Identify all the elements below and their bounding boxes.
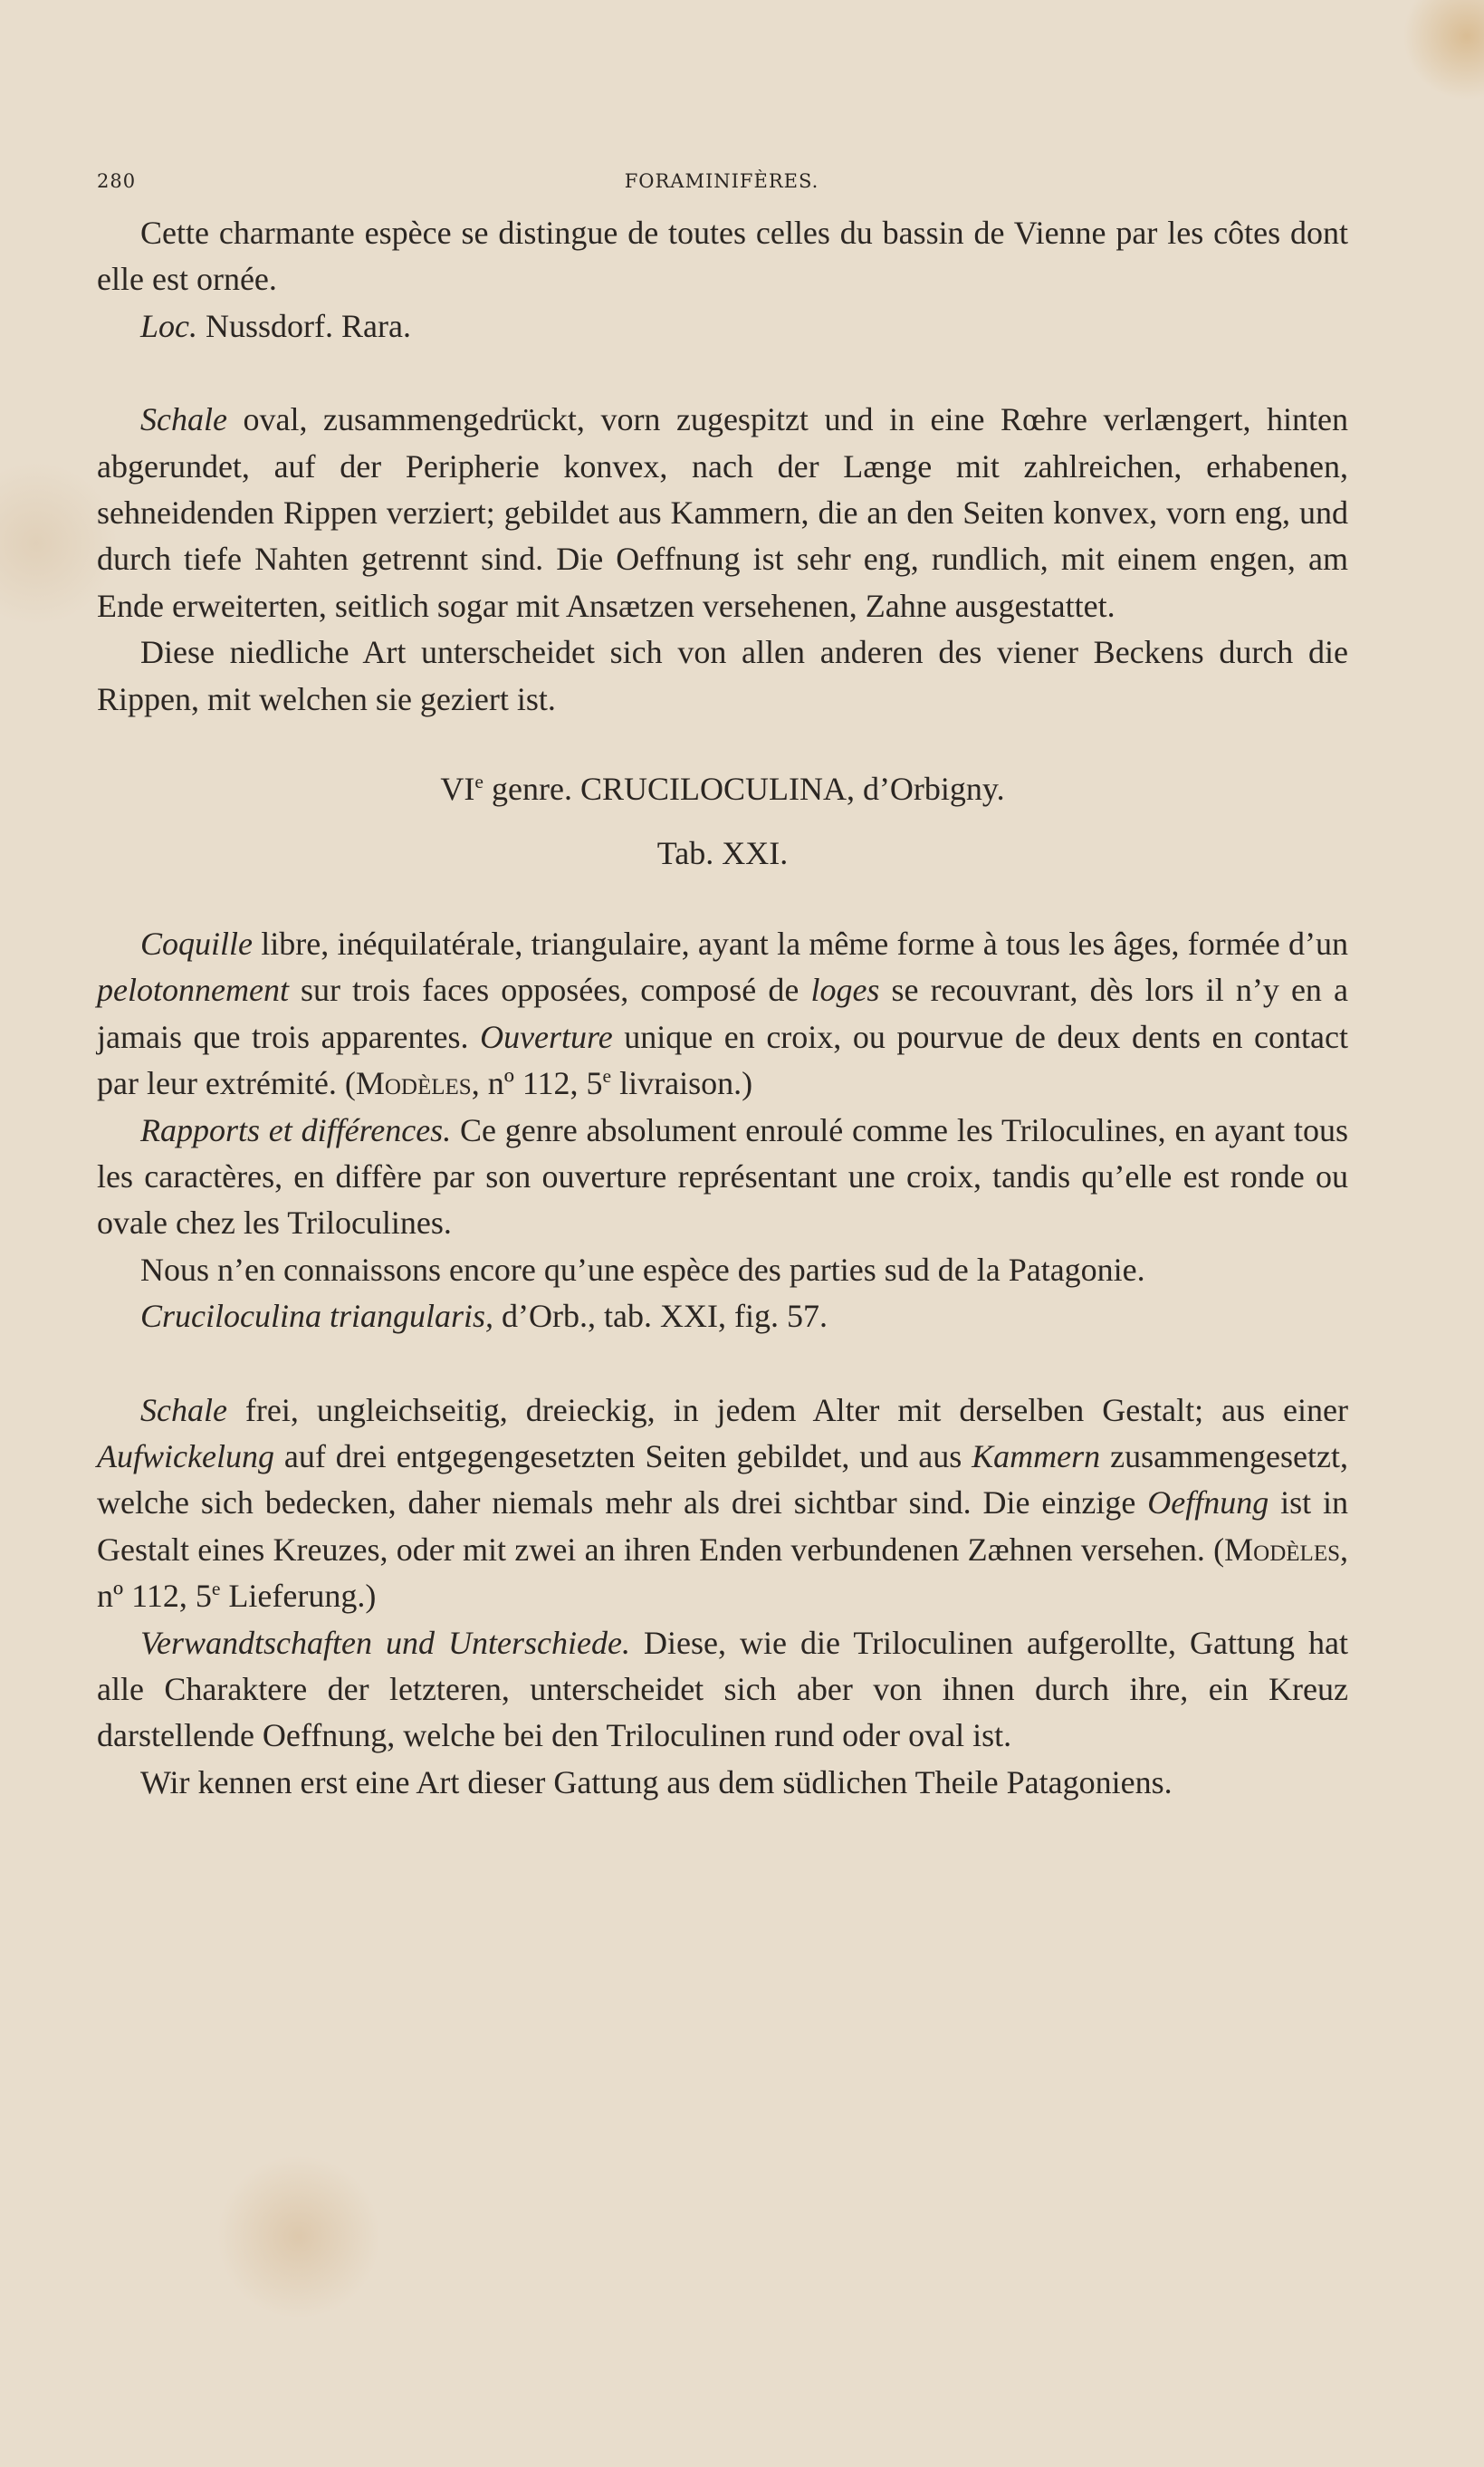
page-number: 280 bbox=[97, 170, 137, 192]
paragraph-german-genus-description: Schale frei, ungleichseitig, dreieckig, in jedem Alter mit derselben Gestalt; aus einer Aufwickelung auf drei entgegengesetzten Seiten gebildet, und aus Kammern zusammengesetzt, welche sich bedecken, daher niemals mehr als drei sichtbar sind. Die einzige Oeffnung ist in Gestalt eines Kreuzes, oder mit zwei an ihren Enden verbundenen Zæhnen versehen. (Modèles, nº 112, 5e Lieferung.) bbox=[97, 1391, 1349, 1615]
body-text bbox=[97, 210, 1348, 1806]
running-title: FORAMINIFÈRES. bbox=[624, 170, 819, 192]
paragraph-french-description: Coquille libre, inéquilatérale, triangulaire, ayant la même forme à tous les âges, formée d’un pelotonnement sur trois faces opposées, composé de loges se recouvrant, dès lors il n’y en a jamais que trois apparentes. Ouverture unique en croix, ou pourvue de deux dents en contact par leur extrémité. (Modèles, nº 112, 5e livraison.) bbox=[97, 925, 1348, 1102]
genus-heading: VIe genre. CRUCILOCULINA, d’Orbigny. bbox=[440, 771, 1005, 808]
paragraph-locality bbox=[97, 303, 1348, 350]
loc-label: Loc. bbox=[140, 307, 197, 344]
paragraph-german-remark: Diese niedliche Art unterscheidet sich von allen anderen des viener Beckens durch die Rippen, mit welchen sie geziert ist. bbox=[97, 634, 1348, 717]
paragraph-french-relations: Rapports et différences. Ce genre absolument enroulé comme les Triloculines, en ayant tous les caractères, en diffère par son ouverture représentant une croix, tandis qu’elle est ronde ou ovale chez les Triloculines. bbox=[97, 1111, 1348, 1242]
plate-reference: Tab. XXI. bbox=[656, 835, 789, 872]
paragraph-french-remark: Cette charmante espèce se distingue de toutes celles du bassin de Vienne par les côtes dont elle est ornée. bbox=[97, 215, 1348, 298]
running-header bbox=[97, 170, 1346, 197]
paragraph-german-relations: Verwandtschaften und Unterschiede. Diese, wie die Triloculinen aufgerollte, Gattung hat alle Charaktere der letzteren, unterscheidet sich aber von ihnen durch ihre, ein Kreuz darstellende Oeffnung, welche bei den Triloculinen rund oder oval ist. bbox=[97, 1624, 1348, 1754]
paragraph-german-range: Wir kennen erst eine Art dieser Gattung aus dem südlichen Theile Patagoniens. bbox=[140, 1763, 1173, 1800]
paragraph-french-range: Nous n’en connaissons encore qu’une espèce des parties sud de la Patagonie. bbox=[140, 1251, 1145, 1288]
loc-text: Nussdorf. Rara. bbox=[197, 307, 411, 344]
paragraph-species: Cruciloculina triangularis, d’Orb., tab. XXI, fig. 57. bbox=[140, 1298, 828, 1335]
term-schale: Schale bbox=[140, 401, 227, 438]
paragraph-german-description: Schale oval, zusammengedrückt, vorn zugespitzt und in eine Rœhre verlængert, hinten abgerundet, auf der Peripherie konvex, nach der Længe mit zahlreichen, erhabenen, sehneidenden Rippen verziert; gebildet aus Kammern, die an den Seiten konvex, vorn eng, und durch tiefe Nahten getrennt sind. Die Oeffnung ist sehr eng, rundlich, mit einem engen, am Ende erweiterten, seitlich sogar mit Ansætzen versehenen, Zahne ausgestattet. bbox=[97, 401, 1348, 624]
